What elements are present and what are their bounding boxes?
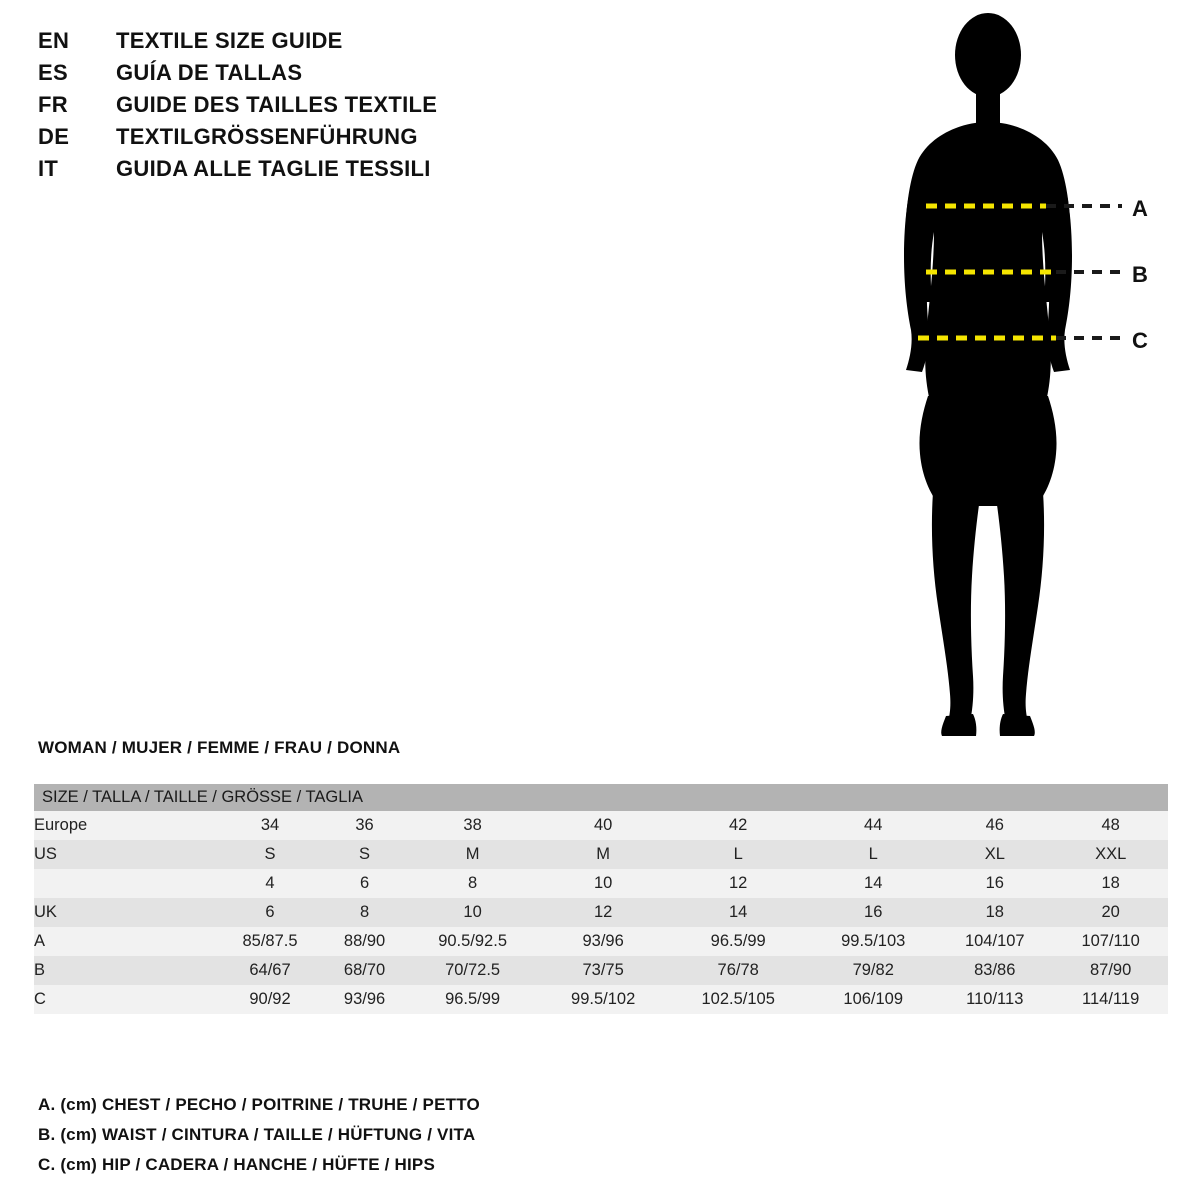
cell-usnum-6: 16 (936, 869, 1053, 898)
size-table (34, 784, 1168, 1014)
table-row (34, 985, 1168, 1014)
cell-us-3: M (540, 840, 666, 869)
cell-us-6: XL (936, 840, 1053, 869)
female-silhouette-icon (860, 10, 1190, 750)
cell-uk-7: 20 (1053, 898, 1168, 927)
table-row (34, 840, 1168, 869)
cell-us-2: M (405, 840, 540, 869)
cell-europe-0: 34 (216, 811, 324, 840)
cell-b-1: 68/70 (324, 956, 405, 985)
footnote-chest: A. (cm) CHEST / PECHO / POITRINE / TRUHE / PETTO (38, 1095, 480, 1114)
cell-c-3: 99.5/102 (540, 985, 666, 1014)
cell-europe-1: 36 (324, 811, 405, 840)
cell-c-1: 93/96 (324, 985, 405, 1014)
cell-us-5: L (810, 840, 936, 869)
cell-c-2: 96.5/99 (405, 985, 540, 1014)
title-block (38, 28, 658, 188)
cell-b-6: 83/86 (936, 956, 1053, 985)
title-lang-it: IT (38, 156, 59, 181)
cell-a-0: 85/87.5 (216, 927, 324, 956)
title-text-de: TEXTILGRÖSSENFÜHRUNG (116, 124, 418, 149)
row-label-us-numeric (34, 869, 216, 898)
cell-us-0: S (216, 840, 324, 869)
table-row (34, 869, 1168, 898)
title-text-es: GUÍA DE TALLAS (116, 60, 303, 85)
cell-b-4: 76/78 (666, 956, 810, 985)
title-row (38, 156, 658, 186)
cell-a-7: 107/110 (1053, 927, 1168, 956)
cell-usnum-5: 14 (810, 869, 936, 898)
cell-usnum-1: 6 (324, 869, 405, 898)
cell-c-0: 90/92 (216, 985, 324, 1014)
cell-c-5: 106/109 (810, 985, 936, 1014)
table-header-row (34, 784, 1168, 811)
cell-us-1: S (324, 840, 405, 869)
marker-label-c: C (1132, 328, 1148, 353)
cell-usnum-7: 18 (1053, 869, 1168, 898)
title-lang-de: DE (38, 124, 70, 149)
footnote-hip: C. (cm) HIP / CADERA / HANCHE / HÜFTE / HIPS (38, 1155, 436, 1174)
table-header-label: SIZE / TALLA / TAILLE / GRÖSSE / TAGLIA (34, 784, 1168, 811)
cell-uk-1: 8 (324, 898, 405, 927)
table-row (34, 898, 1168, 927)
cell-europe-4: 42 (666, 811, 810, 840)
title-row (38, 28, 658, 58)
row-label-c: C (34, 985, 216, 1014)
marker-label-a: A (1132, 196, 1148, 221)
cell-uk-0: 6 (216, 898, 324, 927)
title-lang-es: ES (38, 60, 68, 85)
cell-uk-4: 14 (666, 898, 810, 927)
cell-a-4: 96.5/99 (666, 927, 810, 956)
cell-us-7: XXL (1053, 840, 1168, 869)
cell-usnum-3: 10 (540, 869, 666, 898)
cell-a-2: 90.5/92.5 (405, 927, 540, 956)
footnotes (38, 1090, 838, 1180)
cell-a-6: 104/107 (936, 927, 1053, 956)
title-text-en: TEXTILE SIZE GUIDE (116, 28, 343, 53)
title-text-fr: GUIDE DES TAILLES TEXTILE (116, 92, 438, 117)
table-row (34, 811, 1168, 840)
cell-usnum-2: 8 (405, 869, 540, 898)
title-row (38, 124, 658, 154)
row-label-b: B (34, 956, 216, 985)
cell-usnum-4: 12 (666, 869, 810, 898)
measurement-figure (860, 10, 1190, 750)
title-row (38, 60, 658, 90)
cell-a-5: 99.5/103 (810, 927, 936, 956)
cell-europe-2: 38 (405, 811, 540, 840)
cell-c-7: 114/119 (1053, 985, 1168, 1014)
cell-uk-3: 12 (540, 898, 666, 927)
row-label-us: US (34, 840, 216, 869)
cell-usnum-0: 4 (216, 869, 324, 898)
cell-us-4: L (666, 840, 810, 869)
row-label-a: A (34, 927, 216, 956)
marker-label-b: B (1132, 262, 1148, 287)
section-heading-woman: WOMAN / MUJER / FEMME / FRAU / DONNA (38, 738, 401, 757)
title-row (38, 92, 658, 122)
row-label-europe: Europe (34, 811, 216, 840)
cell-c-4: 102.5/105 (666, 985, 810, 1014)
title-lang-fr: FR (38, 92, 68, 117)
cell-b-7: 87/90 (1053, 956, 1168, 985)
cell-b-2: 70/72.5 (405, 956, 540, 985)
cell-b-5: 79/82 (810, 956, 936, 985)
table-row (34, 956, 1168, 985)
cell-b-3: 73/75 (540, 956, 666, 985)
cell-europe-3: 40 (540, 811, 666, 840)
table-row (34, 927, 1168, 956)
cell-europe-6: 46 (936, 811, 1053, 840)
title-lang-en: EN (38, 28, 70, 53)
cell-europe-5: 44 (810, 811, 936, 840)
cell-a-1: 88/90 (324, 927, 405, 956)
cell-europe-7: 48 (1053, 811, 1168, 840)
row-label-uk: UK (34, 898, 216, 927)
cell-b-0: 64/67 (216, 956, 324, 985)
cell-a-3: 93/96 (540, 927, 666, 956)
title-text-it: GUIDA ALLE TAGLIE TESSILI (116, 156, 431, 181)
footnote-waist: B. (cm) WAIST / CINTURA / TAILLE / HÜFTUNG / VITA (38, 1125, 476, 1144)
cell-uk-5: 16 (810, 898, 936, 927)
cell-c-6: 110/113 (936, 985, 1053, 1014)
cell-uk-6: 18 (936, 898, 1053, 927)
cell-uk-2: 10 (405, 898, 540, 927)
